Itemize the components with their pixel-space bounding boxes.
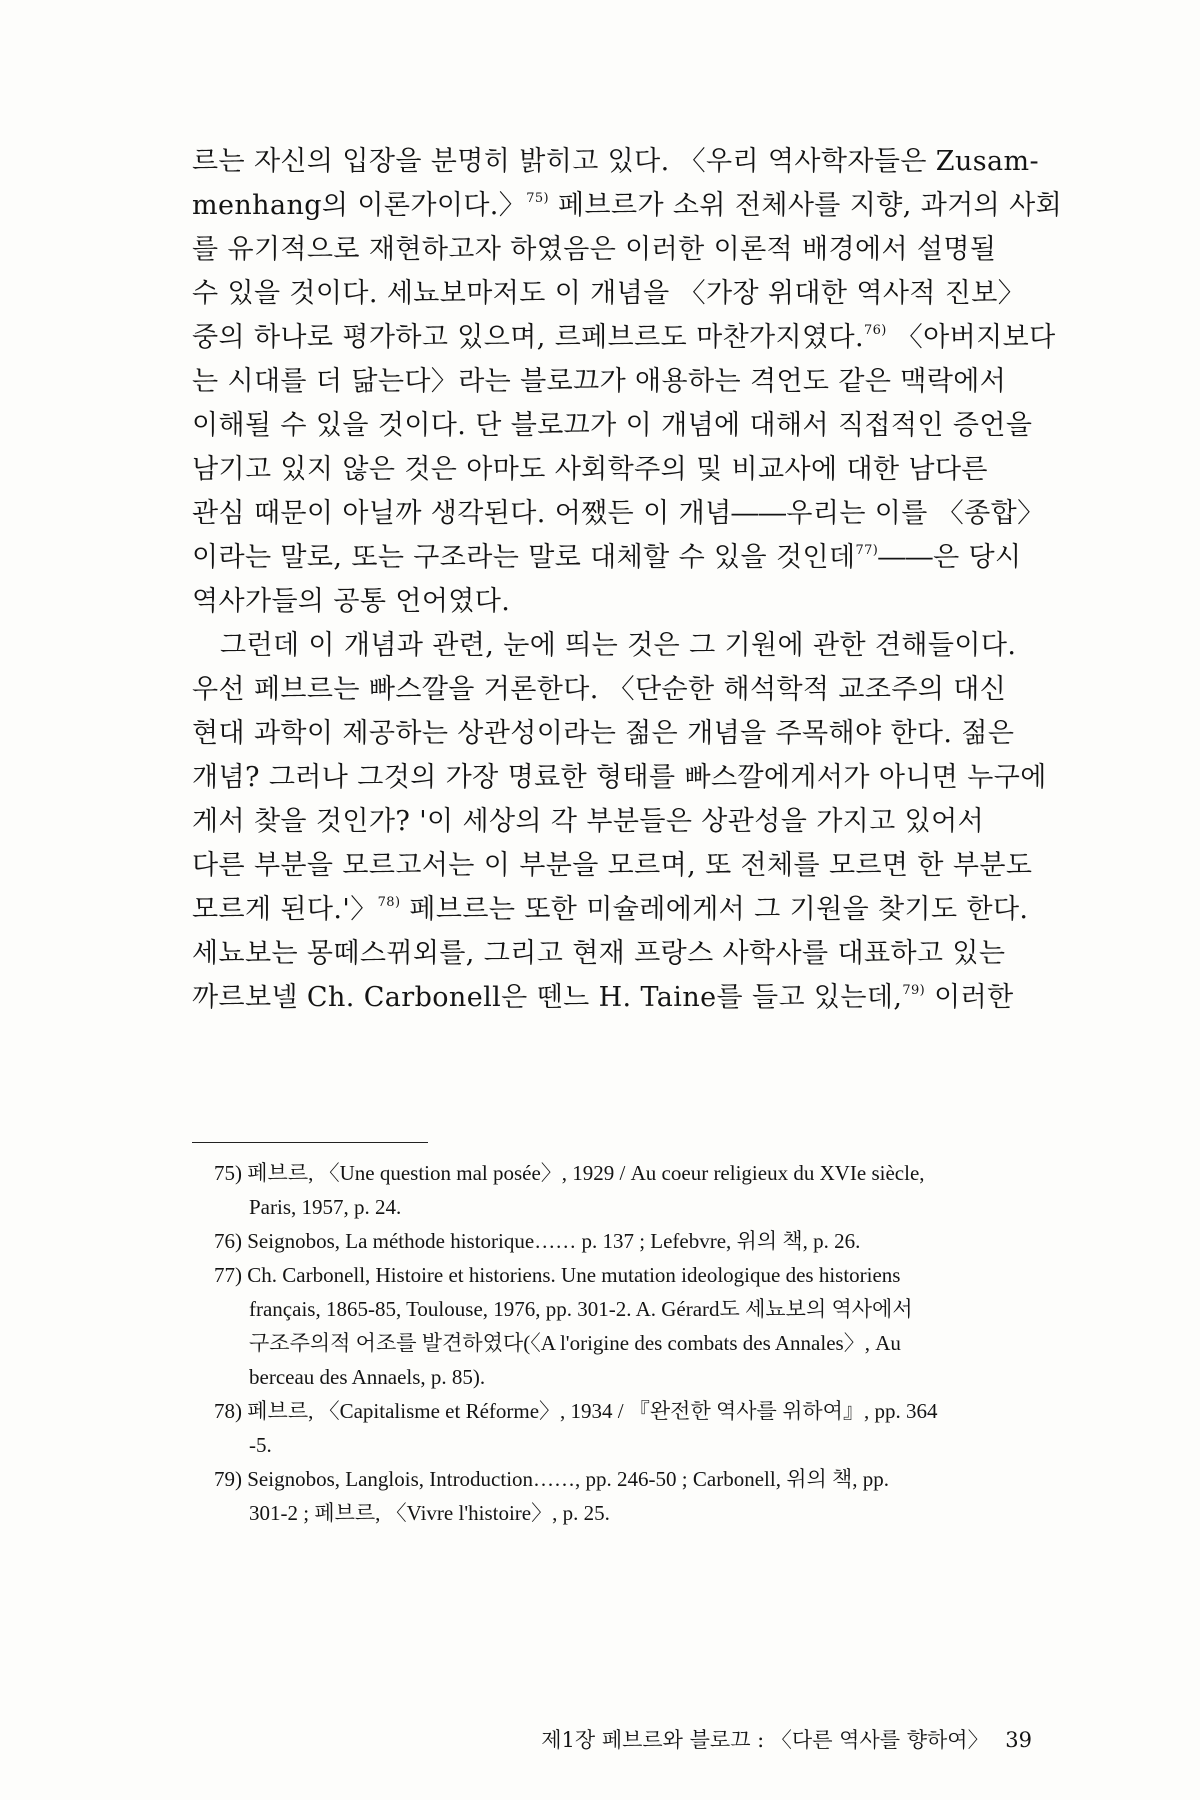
body-line-text: 관심 때문이 아닐까 생각된다. 어쨌든 이 개념――우리는 이를 〈종합〉 [192,498,1045,529]
body-line [192,316,1056,360]
body-line-text: 현대 과학이 제공하는 상관성이라는 젊은 개념을 주목해야 한다. 젊은 [192,718,1015,749]
body-line-text: 모르게 된다.'〉 [192,894,378,925]
footnote-line: 78) 페브르, 〈Capitalisme et Réforme〉, 1934 / 『완전한 역사를 위하여』, pp. 364 [214,1399,938,1423]
body-line [192,448,1028,492]
footnotes [214,1156,1034,1530]
body-line-text: 이해될 수 있을 것이다. 단 블로끄가 이 개념에 대해서 직접적인 증언을 [192,410,1033,441]
body-line [192,360,1028,404]
footnote-line: 79) Seignobos, Langlois, Introduction……, pp. 246-50 ; Carbonell, 위의 책, pp. [214,1467,890,1491]
body-line [192,492,1045,536]
body-line [192,800,1028,844]
page-number: 39 [1005,1728,1032,1752]
body-line-text: 이러한 [925,982,1014,1013]
body-line-text: 다른 부분을 모르고서는 이 부분을 모르며, 또 전체를 모르면 한 부분도 [192,850,1033,881]
body-line [192,580,1028,624]
body-line-text: 역사가들의 공통 언어였다. [192,586,511,617]
body-line-text: 페브르는 또한 미슐레에게서 그 기원을 찾기도 한다. [400,894,1029,925]
body-line [192,404,1033,448]
body-line-text: 우선 페브르는 빠스깔을 거론한다. 〈단순한 해석학적 교조주의 대신 [192,674,1007,705]
body-line [192,184,1063,228]
body-line-text: ――은 당시 [878,542,1022,573]
footnote [214,1462,1034,1530]
footnote-line: 구조주의적 어조를 발견하였다(〈A l'origine des combats des Annales〉, Au [249,1331,901,1355]
body-line [192,932,1028,976]
body-line-text: 르는 자신의 입장을 분명히 밝히고 있다. 〈우리 역사학자들은 Zusam- [192,146,1040,177]
body-line-text: 는 시대를 더 닮는다〉라는 블로끄가 애용하는 격언도 같은 맥락에서 [192,366,1007,397]
footnote-line: français, 1865-85, Toulouse, 1976, pp. 301-2. A. Gérard도 세뇨보의 역사에서 [249,1297,913,1321]
footnote-line: 301-2 ; 페브르, 〈Vivre l'histoire〉, p. 25. [249,1501,610,1525]
footnote [214,1224,1034,1258]
body-line [192,624,1028,668]
body-line [192,756,1047,800]
running-head: 제1장 페브르와 블로끄 : 〈다른 역사를 향하여〉 [541,1728,989,1752]
footnote-line: 77) Ch. Carbonell, Histoire et historiens. Une mutation ideologique des historiens [214,1263,901,1287]
body-line [192,228,1028,272]
body-line [192,712,1028,756]
body-line-text: 중의 하나로 평가하고 있으며, 르페브르도 마찬가지였다. [192,322,864,353]
body-line-text: 를 유기적으로 재현하고자 하였음은 이러한 이론적 배경에서 설명될 [192,234,997,265]
footnote-ref: 78) [377,895,401,910]
footnote-line: 76) Seignobos, La méthode historique…… p. 137 ; Lefebvre, 위의 책, p. 26. [214,1229,861,1253]
footnote-ref: 79) [902,983,926,998]
footnote-line: -5. [249,1433,272,1457]
body-line [192,888,1028,932]
body-line-text: 이라는 말로, 또는 구조라는 말로 대체할 수 있을 것인데 [192,542,856,573]
body-line-text: 그런데 이 개념과 관련, 눈에 띄는 것은 그 기원에 관한 견해들이다. [220,630,1017,661]
body-line-text: menhang의 이론가이다.〉 [192,190,527,221]
body-text [192,140,1063,1020]
footnote-line: Paris, 1957, p. 24. [249,1195,402,1219]
body-line-text: 페브르가 소위 전체사를 지향, 과거의 사회 [549,190,1063,221]
body-line-text: 게서 찾을 것인가? '이 세상의 각 부분들은 상관성을 가지고 있어서 [192,806,985,837]
body-line [192,140,1040,184]
body-line-text: 까르보넬 Ch. Carbonell은 뗀느 H. Taine를 들고 있는데, [192,982,903,1013]
footnote-line: 75) 페브르, 〈Une question mal posée〉, 1929 / Au coeur religieux du XVIe siècle, [214,1161,925,1185]
body-line-text: 수 있을 것이다. 세뇨보마저도 이 개념을 〈가장 위대한 역사적 진보〉 [192,278,1026,309]
footnote-ref: 77) [855,543,879,558]
body-line [192,668,1028,712]
body-line [192,844,1033,888]
footnote-divider [192,1142,428,1143]
body-line-text: 남기고 있지 않은 것은 아마도 사회학주의 및 비교사에 대한 남다른 [192,454,988,485]
body-line-text: 세뇨보는 몽떼스뀌외를, 그리고 현재 프랑스 사학사를 대표하고 있는 [192,938,1006,969]
footnote [214,1156,1034,1224]
footnote-line: berceau des Annaels, p. 85). [249,1365,486,1389]
footnote [214,1394,1034,1462]
body-line-text: 개념? 그러나 그것의 가장 명료한 형태를 빠스깔에게서가 아니면 누구에 [192,762,1047,793]
body-line [192,272,1028,316]
page-footer [541,1724,1032,1754]
body-line [192,536,1028,580]
body-line [192,976,1028,1020]
body-line-text: 〈아버지보다 [886,322,1056,353]
footnote-ref: 75) [526,191,550,206]
footnote-ref: 76) [863,323,887,338]
footnote [214,1258,1034,1394]
